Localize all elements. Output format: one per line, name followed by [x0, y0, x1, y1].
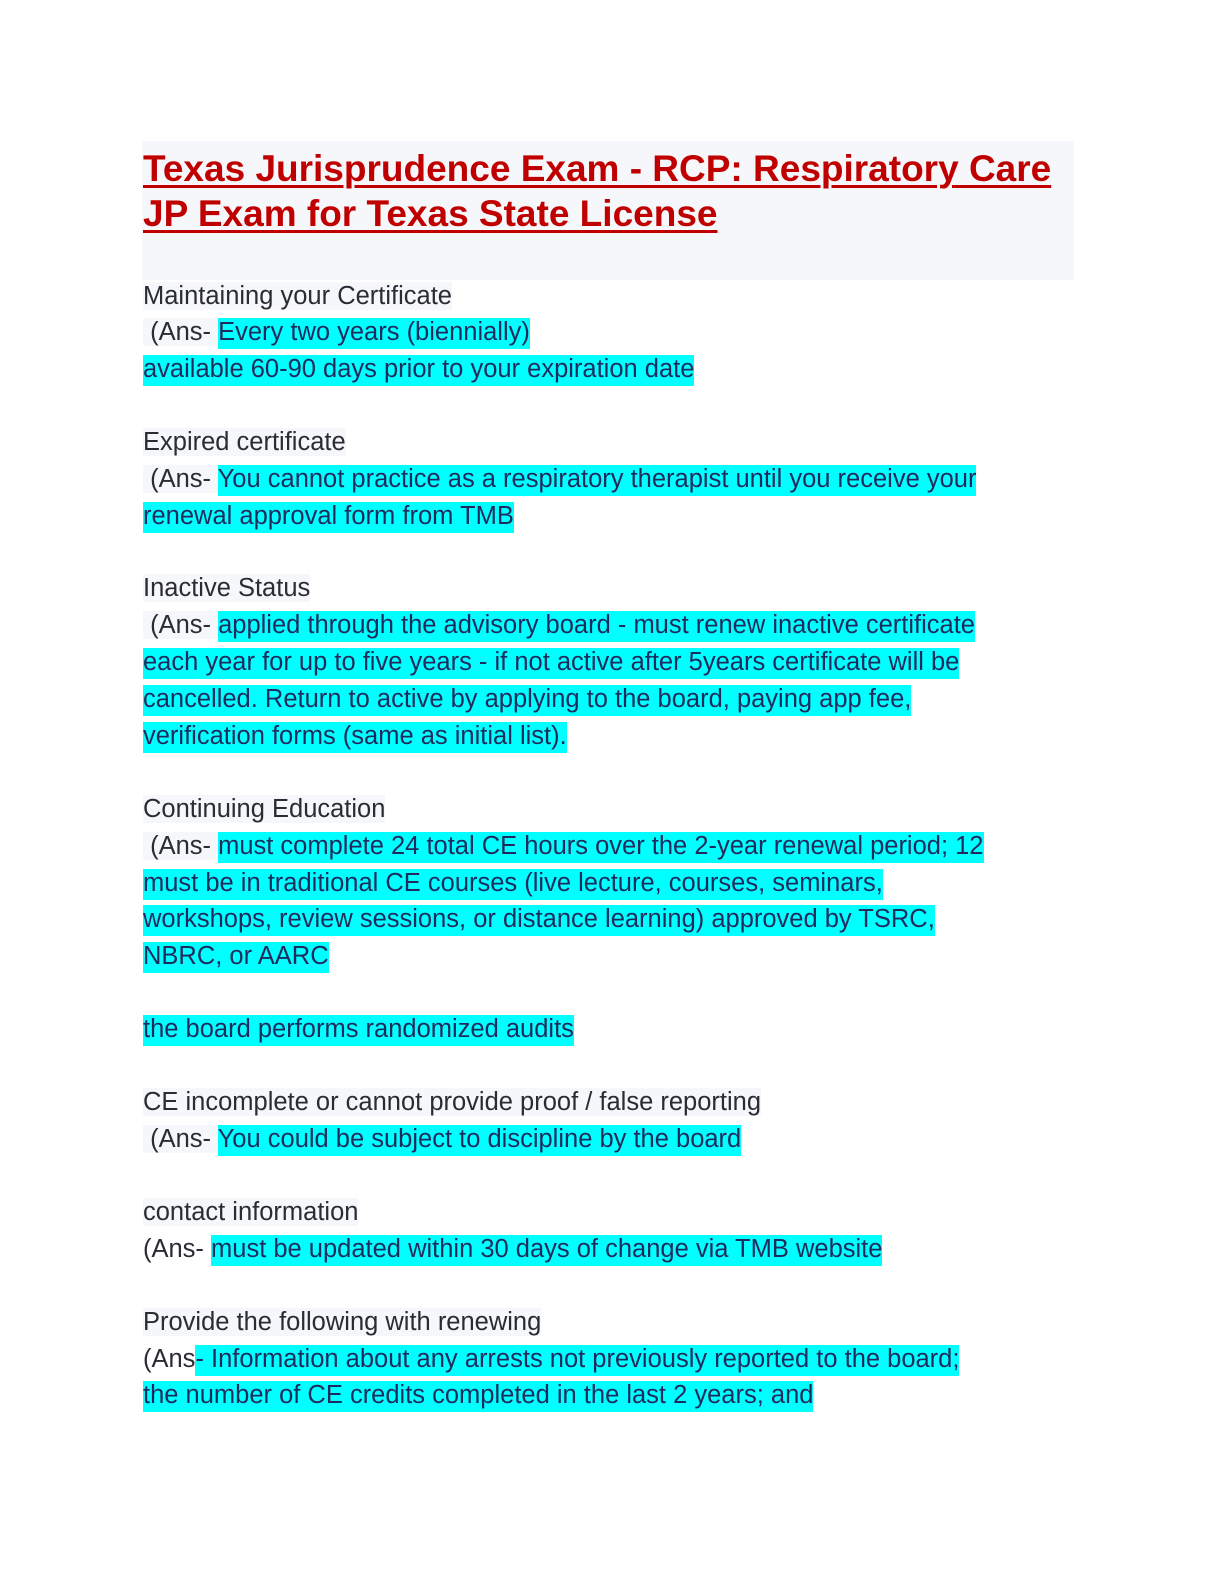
answer-text: - Information about any arrests not previously reported to the board; [195, 1345, 959, 1376]
answer-text: the board performs randomized audits [143, 1015, 574, 1046]
answer-text: verification forms (same as initial list). [143, 722, 567, 753]
answer-text: applied through the advisory board - must renew inactive certificate [218, 611, 975, 642]
answer-line [143, 498, 514, 534]
answer-line [143, 681, 911, 717]
question-ce-incomplete: CE incomplete or cannot provide proof / false reporting [143, 1088, 762, 1116]
answer-line [143, 1121, 741, 1157]
answer-line [143, 1377, 813, 1413]
answer-line [143, 607, 975, 643]
answer-line [143, 644, 959, 680]
answer-text: You could be subject to discipline by the board [218, 1125, 742, 1156]
ans-prefix: (Ans- [143, 318, 219, 346]
question-contact-information: contact information [143, 1198, 359, 1226]
answer-line [143, 461, 976, 497]
answer-line [143, 314, 530, 350]
answer-text: NBRC, or AARC [143, 942, 329, 973]
answer-text: available 60-90 days prior to your expiration date [143, 355, 694, 386]
answer-text: renewal approval form from TMB [143, 502, 514, 533]
question-continuing-education: Continuing Education [143, 795, 386, 823]
answer-text: must be updated within 30 days of change via TMB website [211, 1235, 882, 1266]
answer-line [143, 1231, 882, 1267]
answer-text: Every two years (biennially) [218, 318, 530, 349]
question-maintaining-certificate: Maintaining your Certificate [143, 282, 452, 310]
answer-text: workshops, review sessions, or distance learning) approved by TSRC, [143, 905, 935, 936]
ans-prefix: (Ans- [143, 611, 219, 639]
answer-line [143, 718, 567, 754]
answer-line [143, 938, 329, 974]
question-provide-renewing: Provide the following with renewing [143, 1308, 542, 1336]
answer-line [143, 865, 883, 901]
answer-line [143, 1341, 959, 1377]
question-inactive-status: Inactive Status [143, 574, 311, 602]
ans-prefix: (Ans- [143, 1125, 218, 1153]
answer-text: You cannot practice as a respiratory therapist until you receive your [218, 465, 977, 496]
answer-text: must complete 24 total CE hours over the 2-year renewal period; 12 [218, 832, 983, 863]
answer-line [143, 901, 935, 937]
ans-prefix: (Ans- [143, 1235, 212, 1263]
answer-line [143, 828, 984, 864]
answer-text: cancelled. Return to active by applying to the board, paying app fee, [143, 685, 911, 716]
ans-prefix: (Ans- [143, 465, 218, 493]
answer-text: the number of CE credits completed in the last 2 years; and [143, 1381, 813, 1412]
answer-text: must be in traditional CE courses (live lecture, courses, seminars, [143, 869, 883, 900]
ans-prefix: (Ans- [143, 832, 219, 860]
answer-text: each year for up to five years - if not active after 5years certificate will be [143, 648, 959, 679]
question-expired-certificate: Expired certificate [143, 428, 346, 456]
ans-prefix: (Ans [143, 1345, 196, 1373]
answer-line [143, 1011, 574, 1047]
answer-line [143, 351, 694, 387]
document-title: Texas Jurisprudence Exam - RCP: Respiratory Care JP Exam for Texas State License [143, 148, 1052, 234]
